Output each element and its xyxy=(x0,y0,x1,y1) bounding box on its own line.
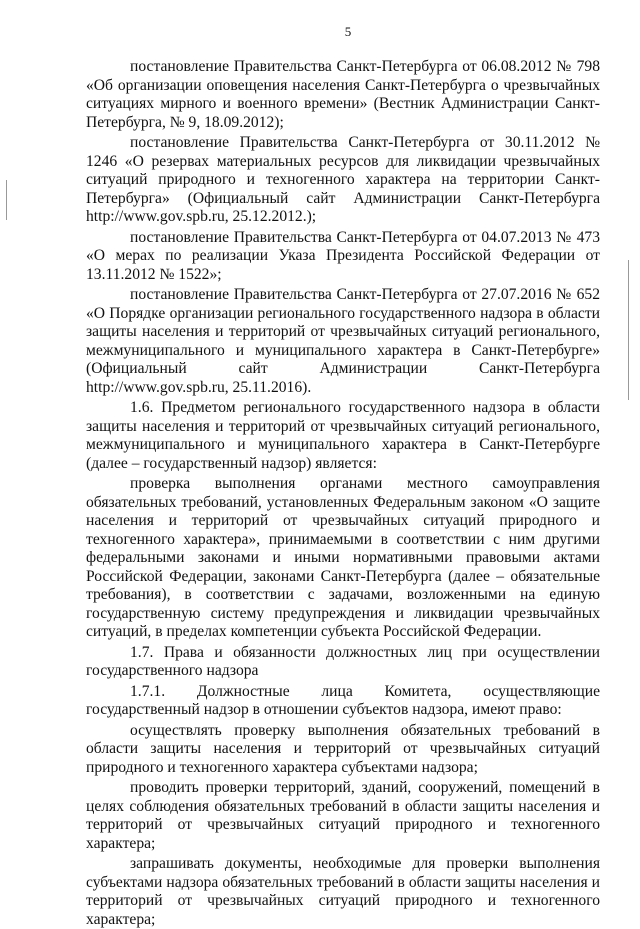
page-number: 5 xyxy=(344,24,352,39)
paragraph-section-1-7-1: 1.7.1. Должностные лица Комитета, осуществляющие государственный надзор в отношении субъектов надзора, имеют право: xyxy=(86,682,600,718)
paragraph-decree-652: постановление Правительства Санкт-Петербурга от 27.07.2016 № 652 «О Порядке организации регионального государственного надзора в области защиты населения и территорий от чрезвычайных ситуаций регионального, межмуниципального и муниципального характера в Санкт-Петербурге» (Официальный сайт Администрации Санкт-Петербурга http://www.gov.spb.ru, 25.11.2016). xyxy=(86,286,600,396)
paragraph-right-inspect: осуществлять проверку выполнения обязательных требований в области защиты населения и территорий от чрезвычайных ситуаций природного и техногенного характера субъектами надзора; xyxy=(86,721,600,776)
paragraph-inspection-subject: проверка выполнения органами местного самоуправления обязательных требований, установленных Федеральным законом «О защите населения и территорий от чрезвычайных ситуаций природного и техногенного характера», принимаемыми в соответствии с ним другими федеральными законами и иными нормативными правовыми актами Российской Федерации, законами Санкт-Петербурга (далее – обязательные требования), в соответствии с задачами, возложенными на единую государственную систему предупреждения и ликвидации чрезвычайных ситуаций, в пределах компетенции субъекта Российской Федерации. xyxy=(86,475,600,640)
paragraph-decree-1246: постановление Правительства Санкт-Петербурга от 30.11.2012 № 1246 «О резервах материальных ресурсов для ликвидации чрезвычайных ситуаций природного и техногенного характера на территории Санкт-Петербурга» (Официальный сайт Администрации Санкт-Петербурга http://www.gov.spb.ru, 25.12.2012.); xyxy=(86,134,600,225)
scan-edge-mark-right xyxy=(628,260,629,400)
paragraph-section-1-6: 1.6. Предметом регионального государственного надзора в области защиты населения и территорий от чрезвычайных ситуаций регионального, межмуниципального и муниципального характера в Санкт-Петербурге (далее – государственный надзор) является: xyxy=(86,399,600,472)
paragraph-section-1-7-heading: 1.7. Права и обязанности должностных лиц при осуществлении государственного надзора xyxy=(86,643,600,679)
paragraph-right-request-documents: запрашивать документы, необходимые для проверки выполнения субъектами надзора обязательных требований в области защиты населения и территорий от чрезвычайных ситуаций природного и техногенного характера; xyxy=(86,855,600,928)
paragraph-right-check-territories: проводить проверки территорий, зданий, сооружений, помещений в целях соблюдения обязательных требований в области защиты населения и территорий от чрезвычайных ситуаций природного и техногенного характера; xyxy=(86,779,600,852)
scan-edge-mark-left xyxy=(6,180,7,220)
paragraph-decree-798: постановление Правительства Санкт-Петербурга от 06.08.2012 № 798 «Об организации оповещения населения Санкт-Петербурга о чрезвычайных ситуациях мирного и военного времени» (Вестник Администрации Санкт-Петербурга, № 9, 18.09.2012); xyxy=(86,58,600,131)
paragraph-decree-473: постановление Правительства Санкт-Петербурга от 04.07.2013 № 473 «О мерах по реализации Указа Президента Российской Федерации от 13.11.2012 № 1522»; xyxy=(86,228,600,283)
